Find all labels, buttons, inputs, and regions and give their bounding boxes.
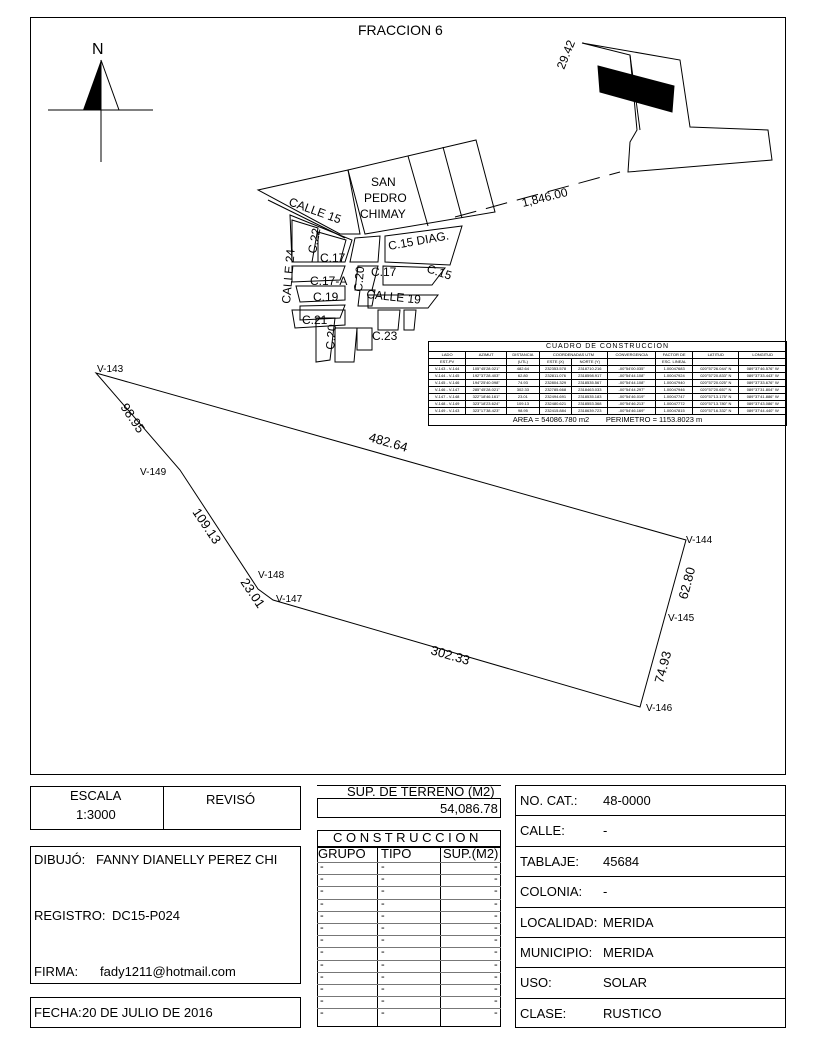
cuadro-cell: 23.01 xyxy=(507,394,540,401)
road-label: 29.42 xyxy=(553,38,579,72)
street-c17-a: C.17 xyxy=(320,251,346,265)
street-c20-a: C.20 xyxy=(351,265,368,293)
side-148-149: 109.13 xyxy=(189,505,225,547)
construccion-sup-cell: - xyxy=(494,995,498,1008)
info-label: COLONIA: xyxy=(520,884,583,900)
construccion-row-line xyxy=(317,972,501,973)
construccion-sup-cell: - xyxy=(494,861,498,873)
cuadro-cell: V-143 - V-144 xyxy=(429,366,466,373)
escala-value: 1:3000 xyxy=(76,807,116,822)
vertex-v146: V-146 xyxy=(646,703,673,714)
info-label: TABLAJE: xyxy=(520,853,580,869)
construccion-tipo-cell: - xyxy=(381,922,385,934)
construccion-grupo-cell: - xyxy=(320,861,324,873)
cuadro-row xyxy=(429,387,787,394)
cuadro-header: AZIMUT xyxy=(466,352,507,359)
cuadro-cell: 232415.884 xyxy=(539,408,572,415)
distance-label: 1,846.00 xyxy=(520,185,570,210)
cuadro-header: CONVERGENCIA xyxy=(608,352,656,359)
construccion-tipo-cell: - xyxy=(381,873,385,886)
cuadro-cell: V-148 - V-149 xyxy=(429,401,466,408)
construccion-grupo-cell: - xyxy=(320,909,324,922)
vertex-v145: V-145 xyxy=(668,613,695,624)
cuadro-cell: 1.00047924 xyxy=(656,373,693,380)
street-calle-19: CALLE 19 xyxy=(365,287,422,307)
cuadro-cell: 2318463.033 xyxy=(572,387,608,394)
map-title: FRACCION 6 xyxy=(358,22,443,38)
cuadro-cell: 1.00047772 xyxy=(656,401,693,408)
construccion-row-line xyxy=(317,899,501,900)
construccion-tipo-cell: - xyxy=(381,958,385,971)
cuadro-cell: 020°57'20.833" N xyxy=(693,373,739,380)
construccion-row-line xyxy=(317,874,501,875)
cuadro-cell: V-149 - V-143 xyxy=(429,408,466,415)
construccion-row-line xyxy=(317,1008,501,1009)
cuadro-cell: 089°37'44.440" W xyxy=(739,408,787,415)
cuadro-cell: 232494.691 xyxy=(539,394,572,401)
fecha-label: FECHA: xyxy=(34,1005,82,1020)
cuadro-cell: 232785.668 xyxy=(539,387,572,394)
cuadro-header: COORDENADAS UTM xyxy=(539,352,607,359)
cuadro-cell: 089°37'31.804" W xyxy=(739,387,787,394)
side-145-146: 74.93 xyxy=(651,649,675,685)
cuadro-cell: V-146 - V-147 xyxy=(429,387,466,394)
cuadro-totals xyxy=(429,415,787,426)
construccion-grupo-cell: - xyxy=(320,873,324,886)
construccion-grupo-cell: - xyxy=(320,922,324,934)
street-c20-b: C.20 xyxy=(323,323,340,351)
sup-value: 54,086.78 xyxy=(440,801,498,816)
cuadro-row xyxy=(429,380,787,387)
construccion-row-line xyxy=(317,984,501,985)
area-label: AREA = 54086.780 m2 xyxy=(512,415,590,424)
info-row-divider xyxy=(515,846,786,847)
registro-value: DC15-P024 xyxy=(112,908,180,923)
street-c15-diag: C.15 DIAG. xyxy=(387,228,450,253)
construccion-tipo-cell: - xyxy=(381,983,385,995)
info-value: - xyxy=(603,884,608,900)
cuadro-cell: 020°57'16.332" N xyxy=(693,408,739,415)
info-row-divider xyxy=(515,876,786,877)
street-calle-24: CALLE 24 xyxy=(279,248,298,305)
info-value: MERIDA xyxy=(603,945,654,960)
construccion-sup-cell: - xyxy=(494,922,498,934)
construccion-grupo-cell: - xyxy=(320,1007,324,1020)
cuadro-cell: 302.33 xyxy=(507,387,540,394)
street-calle-15: CALLE 15 xyxy=(286,194,344,227)
construccion-tipo-cell: - xyxy=(381,995,385,1008)
info-value: - xyxy=(603,823,608,839)
fecha-value: 20 DE JULIO DE 2016 xyxy=(82,1005,213,1020)
cuadro-cell: 2318598.917 xyxy=(572,373,608,380)
cuadro-cell: -00°54'44.108" xyxy=(608,380,656,387)
cuadro-cell: 020°57'13.175" N xyxy=(693,394,739,401)
info-row-divider xyxy=(515,937,786,938)
cuadro-header: LATITUD xyxy=(693,352,739,359)
construccion-tipo-cell: - xyxy=(381,909,385,922)
cuadro-cell: -00°54'46.169" xyxy=(608,408,656,415)
construccion-row-line xyxy=(317,960,501,961)
construccion-grupo-cell: - xyxy=(320,885,324,898)
construccion-col-line xyxy=(440,846,441,1027)
construccion-grupo-cell: - xyxy=(320,958,324,971)
cuadro-header: FACTOR DE xyxy=(656,352,693,359)
cuadro-construccion-table xyxy=(428,341,787,426)
construccion-sup-cell: - xyxy=(494,958,498,971)
info-value: 45684 xyxy=(603,853,640,869)
cuadro-title: CUADRO DE CONSTRUCCION xyxy=(429,342,787,352)
street-c23: C.23 xyxy=(372,329,398,343)
cuadro-cell: 020°57'20.025" N xyxy=(693,380,739,387)
street-c22: C.22 xyxy=(305,227,324,255)
cuadro-cell: 285°45'28.021" xyxy=(466,387,507,394)
construccion-row-line xyxy=(317,923,501,924)
construccion-grupo-cell: - xyxy=(320,946,324,959)
cuadro-cell: 1.00047940 xyxy=(656,380,693,387)
construccion-sup-cell: - xyxy=(494,934,498,947)
cuadro-cell: -00°54'44.108" xyxy=(608,373,656,380)
cuadro-cell: 1.00047683 xyxy=(656,366,693,373)
cuadro-cell: 089°37'33.443" W xyxy=(739,373,787,380)
cuadro-cell: 322°18'46.161" xyxy=(466,394,507,401)
town-line-2: PEDRO xyxy=(364,191,407,205)
cuadro-header: LONGITUD xyxy=(739,352,787,359)
side-143-144: 482.64 xyxy=(367,429,410,455)
town-line-3: CHIMAY xyxy=(360,207,406,221)
cuadro-cell: 105°45'28.021" xyxy=(466,366,507,373)
cuadro-cell: V-145 - V-146 xyxy=(429,380,466,387)
construccion-grupo-cell: - xyxy=(320,970,324,983)
construccion-sup-cell: - xyxy=(494,946,498,959)
info-label: CALLE: xyxy=(520,823,565,839)
construccion-sup-cell: - xyxy=(494,909,498,922)
cuadro-cell: 2318535.183 xyxy=(572,394,608,401)
construccion-grupo-cell: - xyxy=(320,983,324,995)
cuadro-cell: 1.00047946 xyxy=(656,387,693,394)
cuadro-subheader: NORTE (Y) xyxy=(572,359,608,366)
col-grupo: GRUPO xyxy=(318,846,366,861)
cuadro-cell: 109.13 xyxy=(507,401,540,408)
cuadro-cell: -00°54'46.213" xyxy=(608,401,656,408)
vertex-v148: V-148 xyxy=(258,570,285,581)
info-label: NO. CAT.: xyxy=(520,793,578,808)
cuadro-row xyxy=(429,366,787,373)
town-line-1: SAN xyxy=(371,175,396,189)
cuadro-cell: 232480.621 xyxy=(539,401,572,408)
dibujo-label: DIBUJÓ: xyxy=(34,852,86,867)
info-label: USO: xyxy=(520,975,552,991)
street-c19: C.19 xyxy=(313,290,339,304)
cuadro-cell: 089°37'33.676" W xyxy=(739,380,787,387)
cuadro-cell: 020°57'26.044" N xyxy=(693,366,739,373)
construccion-tipo-cell: - xyxy=(381,861,385,873)
info-value: 48-0000 xyxy=(603,793,651,808)
cuadro-cell: 232353.578 xyxy=(539,366,572,373)
cuadro-cell: 62.80 xyxy=(507,373,540,380)
cuadro-subheader: (UTL) xyxy=(507,359,540,366)
info-label: LOCALIDAD: xyxy=(520,914,598,930)
vertex-v144: V-144 xyxy=(686,535,713,546)
vertex-v147: V-147 xyxy=(276,594,303,605)
info-value: RUSTICO xyxy=(603,1005,662,1021)
side-149-143: 98.95 xyxy=(117,400,149,436)
cuadro-row xyxy=(429,394,787,401)
cuadro-cell: 232811.076 xyxy=(539,373,572,380)
cuadro-header: LADO xyxy=(429,352,466,359)
construccion-row-line xyxy=(317,947,501,948)
construccion-sup-cell: - xyxy=(494,897,498,910)
cuadro-cell: -00°54'00.035" xyxy=(608,366,656,373)
perimetro-label: PERIMETRO = 1153.8023 m xyxy=(605,415,703,424)
cuadro-subheader: ESTE (X) xyxy=(539,359,572,366)
cuadro-row xyxy=(429,373,787,380)
cuadro-cell: 1.00047815 xyxy=(656,408,693,415)
info-row-divider xyxy=(515,998,786,999)
cuadro-cell: 089°37'46.576" W xyxy=(739,366,787,373)
firma-value: fady1211@hotmail.com xyxy=(100,964,236,979)
street-c17-b: C.17 xyxy=(371,265,397,279)
cuadro-cell: 74.93 xyxy=(507,380,540,387)
cuadro-cell: 323°18'23.624" xyxy=(466,401,507,408)
firma-label: FIRMA: xyxy=(34,964,79,979)
reviso-label: REVISÓ xyxy=(206,792,256,807)
cuadro-row xyxy=(429,401,787,408)
construccion-row-line xyxy=(317,935,501,936)
north-label: N xyxy=(92,41,104,58)
cuadro-cell: V-147 - V-148 xyxy=(429,394,466,401)
street-c15: C.15 xyxy=(425,261,454,283)
cuadro-cell: 1.00047747 xyxy=(656,394,693,401)
construccion-grupo-cell: - xyxy=(320,934,324,947)
cuadro-cell: 482.64 xyxy=(507,366,540,373)
construccion-tipo-cell: - xyxy=(381,970,385,983)
construccion-grupo-cell: - xyxy=(320,995,324,1008)
cuadro-cell: 089°37'41.886" W xyxy=(739,394,787,401)
construccion-tipo-cell: - xyxy=(381,946,385,959)
cuadro-cell: -00°54'46.019" xyxy=(608,394,656,401)
vertex-v149: V-149 xyxy=(140,467,167,478)
info-value: SOLAR xyxy=(603,975,648,991)
cuadro-header: DISTANCIA xyxy=(507,352,540,359)
construccion-row-line xyxy=(317,911,501,912)
registro-label: REGISTRO: xyxy=(34,908,106,923)
construccion-sup-cell: - xyxy=(494,983,498,995)
cuadro-row xyxy=(429,408,787,415)
construccion-row-line xyxy=(317,862,501,863)
cuadro-cell: 2318639.723 xyxy=(572,408,608,415)
info-value: MERIDA xyxy=(603,914,654,930)
construccion-tipo-cell: - xyxy=(381,897,385,910)
cuadro-cell: 98.95 xyxy=(507,408,540,415)
construccion-tipo-cell: - xyxy=(381,934,385,947)
construccion-title: C O N S T R U C C I O N xyxy=(333,830,479,845)
cuadro-cell: 192°37'28.403" xyxy=(466,373,507,380)
construccion-sup-cell: - xyxy=(494,885,498,898)
info-label: CLASE: xyxy=(520,1005,567,1021)
info-row-divider xyxy=(515,907,786,908)
vertex-v143: V-143 xyxy=(97,364,124,375)
construccion-tipo-cell: - xyxy=(381,885,385,898)
dibujo-value: FANNY DIANELLY PEREZ CHI xyxy=(96,852,278,867)
side-144-145: 62.80 xyxy=(675,565,699,601)
cuadro-cell: 232804.329 xyxy=(539,380,572,387)
cuadro-cell: -00°54'44.297" xyxy=(608,387,656,394)
cuadro-subheader: ESC. LINEAL xyxy=(656,359,693,366)
construccion-grid xyxy=(317,846,501,1027)
side-147-148: 23.01 xyxy=(237,575,269,611)
construccion-tipo-cell: - xyxy=(381,1007,385,1020)
construccion-col-line xyxy=(377,846,378,1027)
info-row-divider xyxy=(515,815,786,816)
escala-label: ESCALA xyxy=(70,788,122,803)
street-c17A: C.17-A xyxy=(310,274,348,288)
construccion-row-line xyxy=(317,886,501,887)
cuadro-cell: V-144 - V-145 xyxy=(429,373,466,380)
info-label: MUNICIPIO: xyxy=(520,945,593,960)
cuadro-subheader: EST-PV xyxy=(429,359,466,366)
construccion-sup-cell: - xyxy=(494,1007,498,1020)
cuadro-cell: 323°17'38.423" xyxy=(466,408,507,415)
col-sup: SUP.(M2) xyxy=(443,846,499,861)
sup-label: SUP. DE TERRENO (M2) xyxy=(347,784,495,799)
construccion-grupo-cell: - xyxy=(320,897,324,910)
info-row-divider xyxy=(515,967,786,968)
col-tipo: TIPO xyxy=(381,846,412,861)
cuadro-cell: 2318553.368 xyxy=(572,401,608,408)
cuadro-cell: 020°57'20.657" N xyxy=(693,387,739,394)
cuadro-cell: 194°25'40.098" xyxy=(466,380,507,387)
cuadro-cell: 2318535.567 xyxy=(572,380,608,387)
construccion-sup-cell: - xyxy=(494,970,498,983)
construccion-row-line xyxy=(317,996,501,997)
street-c21: C.21 xyxy=(302,313,328,327)
construccion-sup-cell: - xyxy=(494,873,498,886)
cuadro-cell: 089°37'43.086" W xyxy=(739,401,787,408)
side-146-147: 302.33 xyxy=(429,642,472,668)
escala-divider xyxy=(163,786,164,830)
north-arrow-icon xyxy=(48,60,153,162)
road-parcel xyxy=(582,43,772,172)
cuadro-cell: 020°57'13.780" N xyxy=(693,401,739,408)
cuadro-cell: 2318710.216 xyxy=(572,366,608,373)
